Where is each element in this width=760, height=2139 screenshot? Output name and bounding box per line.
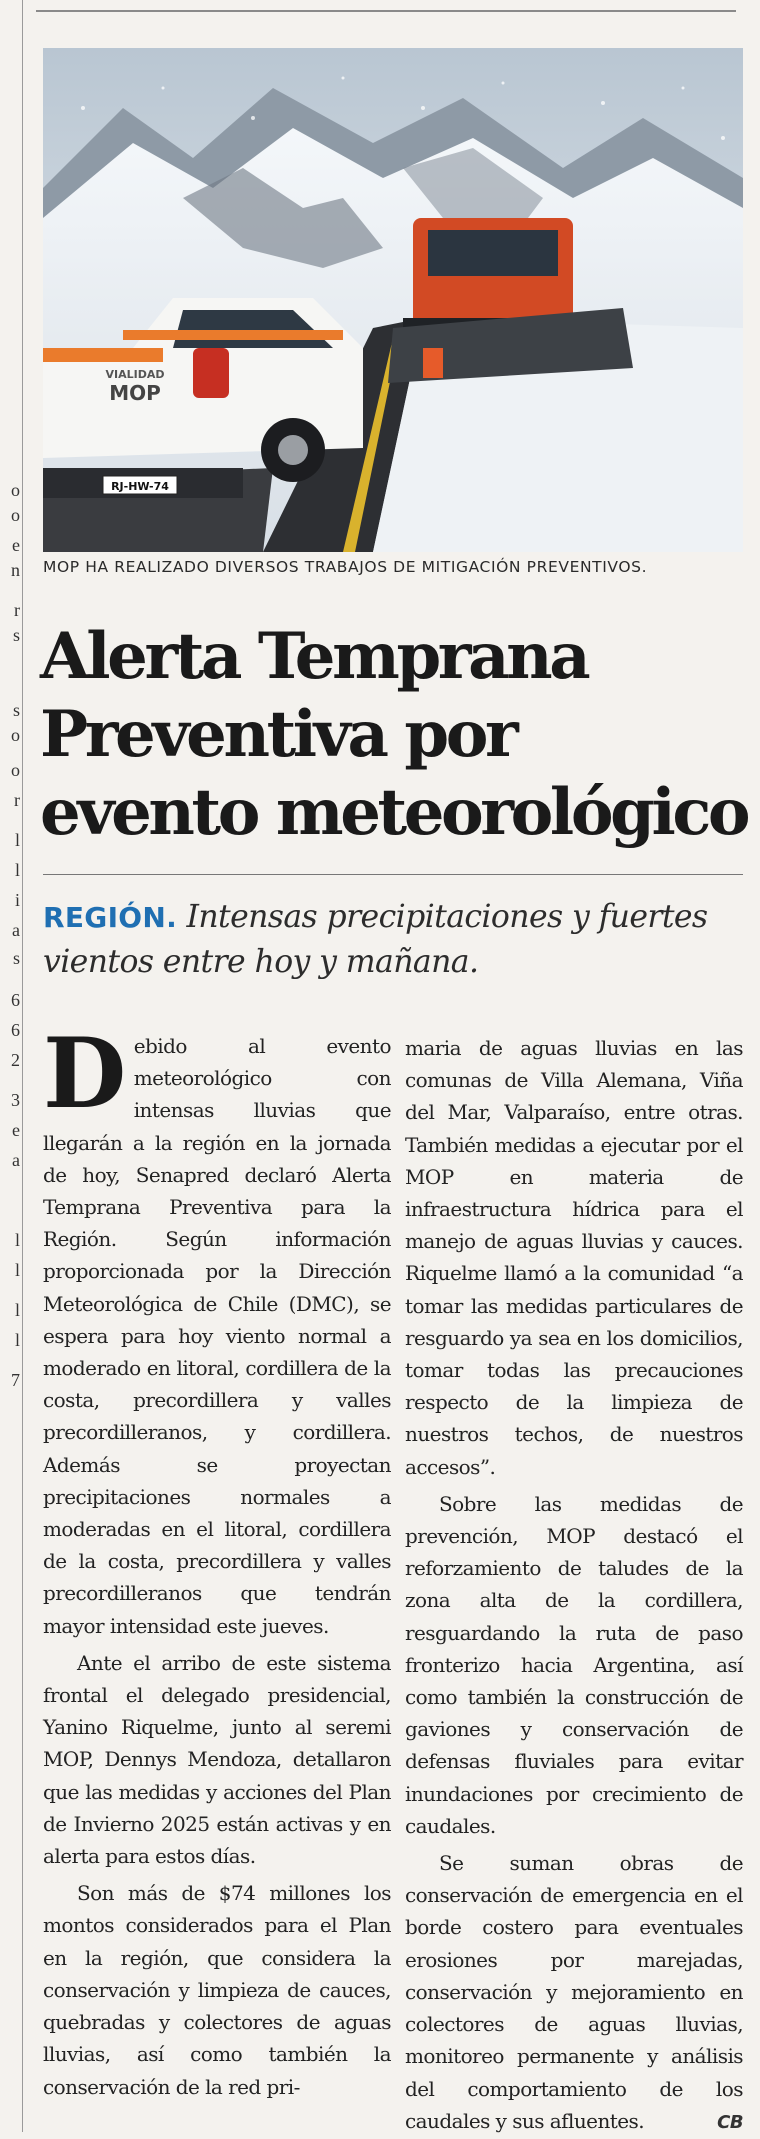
fragment-char: l: [14, 1260, 20, 1280]
fragment-char: l: [14, 1330, 20, 1350]
top-rule: [36, 10, 736, 12]
subheadline-text: Intensas precipitaciones y fuertes vientos entre hoy y mañana.: [43, 899, 708, 980]
snow-road-scene: [43, 48, 743, 552]
fragment-char: o: [11, 505, 20, 525]
fragment-char: 3: [11, 1090, 20, 1110]
fragment-char: s: [12, 948, 20, 968]
subheadline: [43, 895, 753, 984]
fragment-char: a: [12, 1150, 20, 1170]
fragment-char: a: [12, 920, 20, 940]
headline-line: Alerta Temprana: [40, 619, 588, 694]
author-signature: CB: [717, 2111, 743, 2133]
truck-org-text: MOP: [109, 381, 161, 405]
fragment-char: o: [11, 480, 20, 500]
article-photo: [43, 48, 743, 552]
fragment-char: 6: [11, 990, 20, 1010]
paragraph: [43, 1017, 391, 1642]
adjacent-column-fragment: [0, 0, 23, 2132]
article-column-1: [43, 1017, 391, 2103]
paragraph: Ante el arribo de este sistema frontal el delegado presidencial, Yanino Riquelme, junto al seremi MOP, Dennys Mendoza, detallaron que las medidas y acciones del Plan de Invierno 2025 están activas y en alerta para estos días.: [43, 1650, 391, 1869]
headline: [40, 618, 750, 852]
fragment-char: 2: [11, 1050, 20, 1070]
fragment-char: r: [14, 600, 20, 620]
paragraph: Sobre las medidas de prevención, MOP destacó el reforzamiento de taludes de la zona alta de la cordillera, resguardando la ruta de paso fronterizo hacia Argentina, así como también la construcción de gaviones y conservación de defensas fluviales para evitar inundaciones por crecimiento de caudales.: [405, 1491, 743, 1838]
paragraph-continued: maria de aguas lluvias en las comunas de Villa Alemana, Viña del Mar, Valparaíso, entre otras. También medidas a ejecutar por el MOP en materia de infraestructura hídrica para el manejo de aguas lluvias y cauces. Riquelme llamó a la comunidad “a tomar las medidas particulares de resguardo ya sea en los domicilios, tomar todas las precauciones respecto de la limpieza de nuestros techos, de nuestros accesos”.: [405, 1036, 743, 1479]
paragraph-text: ebido al evento meteorológico con intensas lluvias que llegarán a la región en la jornada de hoy, Senapred declaró Alerta Temprana Preventiva para la Región. Según información proporcionada por la Dirección Meteorológica de Chile (DMC), se espera para hoy viento normal a moderado en litoral, cordillera de la costa, precordillera y valles precordilleranos, y cordillera. Además se proyectan precipitaciones normales a moderadas en el litoral, cordillera de la costa, precordillera y valles precordilleranos que tendrán mayor intensidad este jueves.: [43, 1034, 391, 1638]
fragment-char: o: [11, 760, 20, 780]
fragment-char: l: [14, 1300, 20, 1320]
paragraph: [405, 1847, 743, 2137]
fragment-char: i: [14, 890, 20, 910]
fragment-char: l: [14, 830, 20, 850]
headline-rule: [43, 874, 743, 875]
headline-line: evento meteorológico: [40, 775, 748, 850]
drop-cap: D: [43, 1017, 126, 1130]
fragment-char: l: [14, 1230, 20, 1250]
license-plate: RJ-HW-74: [111, 480, 169, 493]
paragraph-text: Se suman obras de conservación de emergencia en el borde costero para eventuales erosiones por marejadas, conservación y mejoramiento en colectores de aguas lluvias, monitoreo permanente y análisis del comportamiento de los caudales y sus afluentes.: [405, 1851, 743, 2133]
fragment-char: n: [11, 560, 20, 580]
fragment-char: s: [12, 625, 20, 645]
fragment-char: s: [12, 700, 20, 720]
section-tag: REGIÓN.: [43, 901, 178, 934]
fragment-char: e: [12, 535, 20, 555]
truck-brand-text: VIALIDAD: [105, 368, 165, 381]
fragment-char: 7: [11, 1370, 20, 1390]
article-column-2: [405, 1032, 743, 2139]
headline-line: Preventiva por: [40, 697, 516, 772]
fragment-char: l: [14, 860, 20, 880]
paragraph: Son más de $74 millones los montos considerados para el Plan en la región, que considera la conservación y limpieza de cauces, quebradas y colectores de aguas lluvias, así como también la conservación de la red pri-: [43, 1881, 391, 2099]
photo-caption: MOP HA REALIZADO DIVERSOS TRABAJOS DE MITIGACIÓN PREVENTIVOS.: [43, 558, 648, 576]
fragment-char: r: [14, 790, 20, 810]
fragment-char: o: [11, 725, 20, 745]
fragment-char: e: [12, 1120, 20, 1140]
fragment-char: 6: [11, 1020, 20, 1040]
